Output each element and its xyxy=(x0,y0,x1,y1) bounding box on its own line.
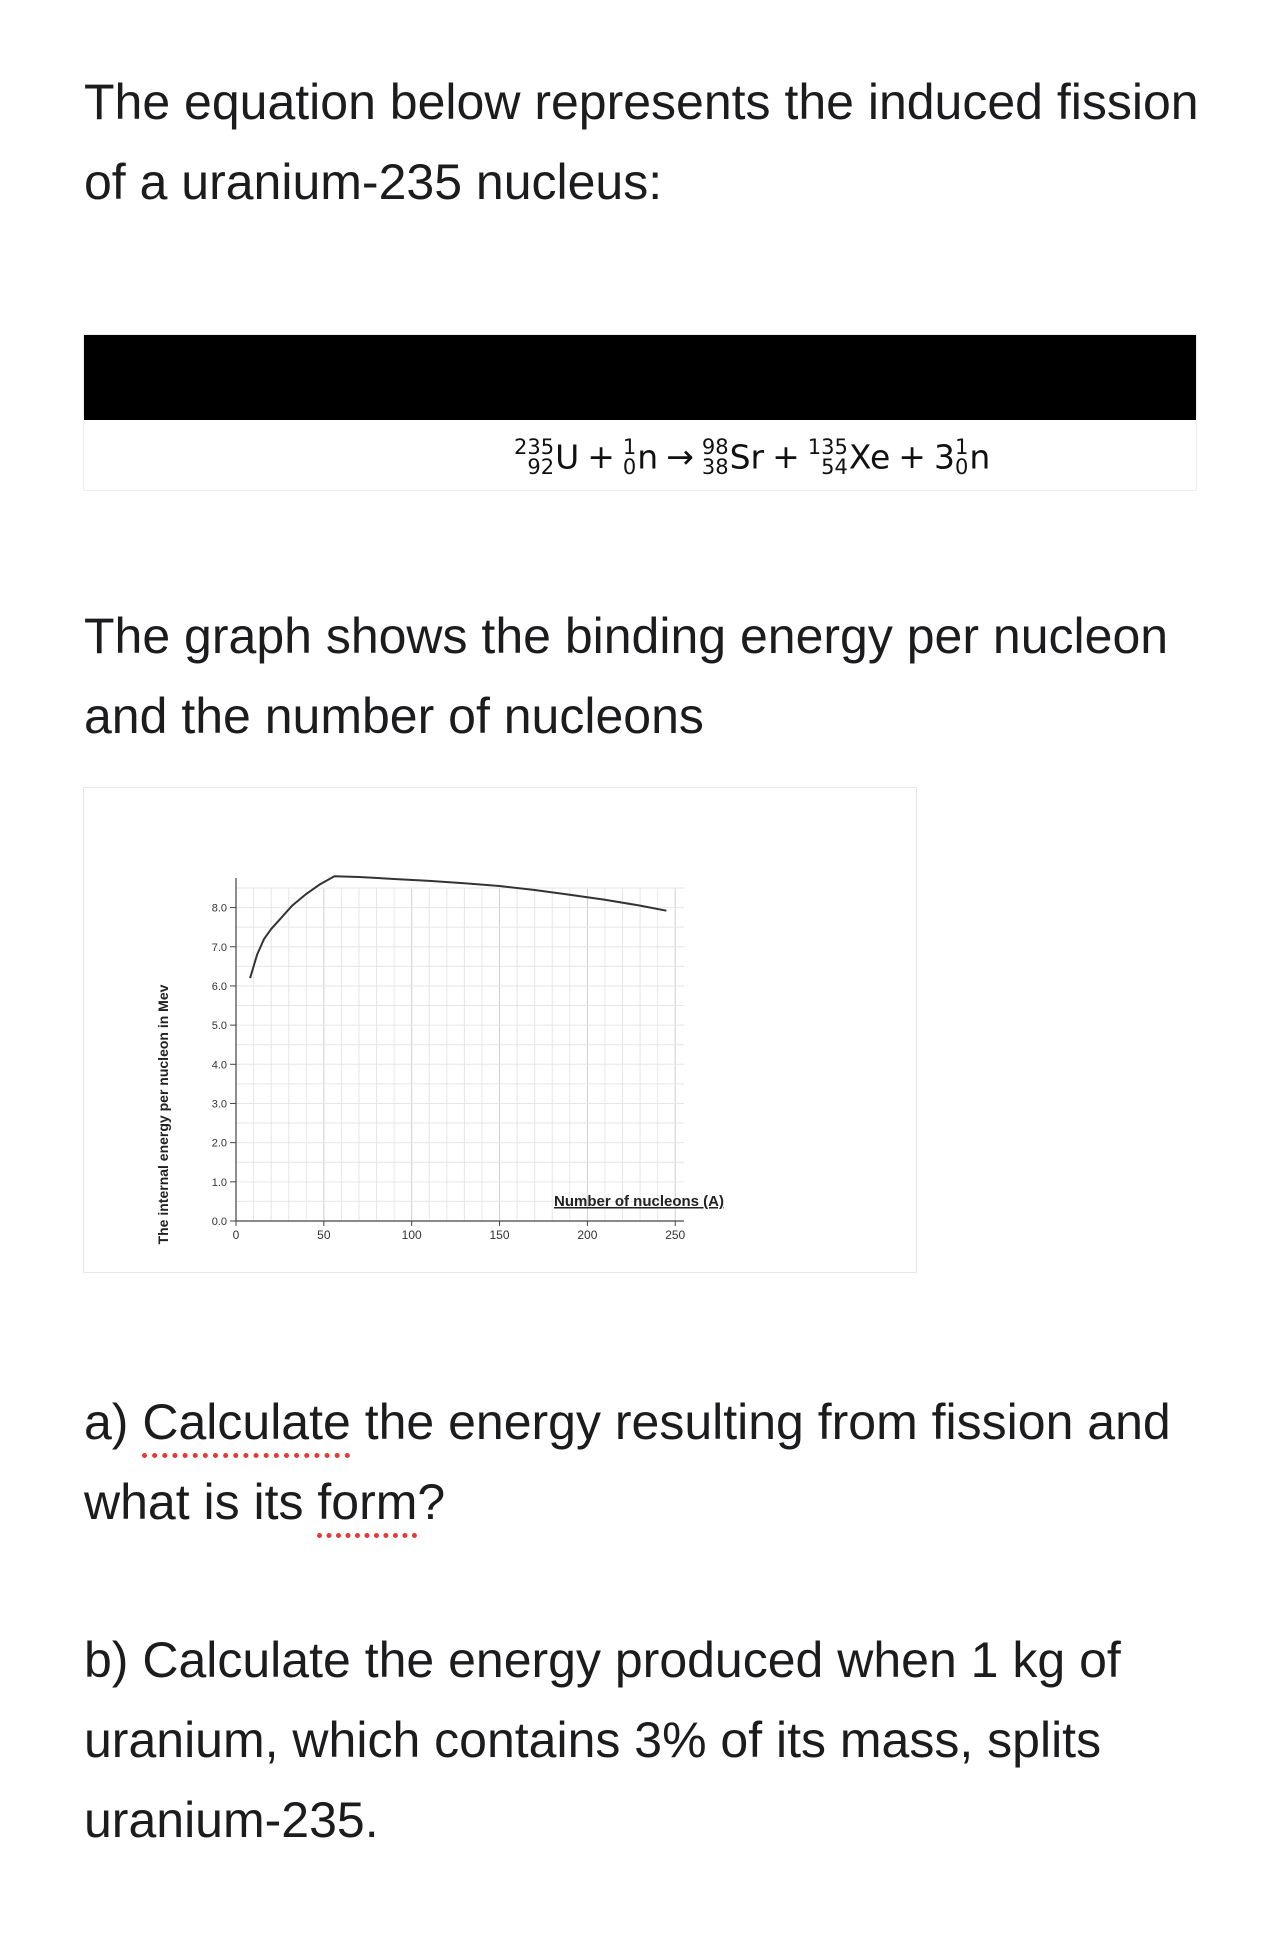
y-tick-label: 0.0 xyxy=(211,1216,227,1228)
plus-sign: + xyxy=(772,436,800,476)
uranium-mass-number: 235 xyxy=(514,435,555,460)
neutron-product-atomic-number: 0 xyxy=(954,455,969,480)
x-tick-label: 200 xyxy=(577,1228,598,1242)
strontium-mass-number: 98 xyxy=(701,435,729,460)
y-axis-label: The internal energy per nucleon in Mev xyxy=(155,984,171,1245)
uranium-symbol: U xyxy=(555,437,580,477)
x-axis-label: Number of nucleons (A) xyxy=(554,1193,725,1210)
neutron-reactant xyxy=(623,426,658,488)
chart-svg xyxy=(84,788,916,1272)
question-b: b) Calculate the energy produced when 1 kg of uranium, which contains 3% of its mass, splits uranium-235. xyxy=(84,1632,1121,1848)
reaction-arrow: → xyxy=(666,436,694,476)
xenon-atomic-number: 54 xyxy=(821,455,848,480)
neutron-atomic-number: 0 xyxy=(622,455,637,480)
xenon-symbol: Xe xyxy=(848,437,891,477)
strontium-symbol: Sr xyxy=(729,437,765,477)
chart-grid xyxy=(236,888,684,1221)
question-a-word-form: form xyxy=(317,1474,418,1530)
x-tick-label: 100 xyxy=(401,1228,422,1242)
plus-sign: + xyxy=(898,436,926,476)
strontium-atomic-number: 38 xyxy=(701,455,729,480)
intro-text: The equation below represents the induced fission of a uranium-235 nucleus: xyxy=(84,74,1199,210)
y-tick-label: 3.0 xyxy=(211,1098,227,1111)
uranium-nuclide xyxy=(514,426,579,488)
y-tick-label: 5.0 xyxy=(211,1020,227,1033)
y-tick-label: 2.0 xyxy=(211,1137,227,1150)
xenon-mass-number: 135 xyxy=(807,435,848,460)
fission-equation xyxy=(514,425,990,485)
y-tick-label: 7.0 xyxy=(211,941,227,954)
x-tick-label: 50 xyxy=(317,1228,331,1242)
binding-energy-chart xyxy=(84,788,916,1272)
neutron-coefficient: 3 xyxy=(933,437,955,477)
neutron-product-mass-number: 1 xyxy=(954,435,969,460)
question-a-middle: the energy resulting from fission and what is its xyxy=(84,1394,1171,1530)
question-a-prefix: a) xyxy=(84,1394,143,1450)
y-tick-label: 1.0 xyxy=(211,1176,227,1189)
chart-axes xyxy=(230,878,684,1226)
neutron-symbol: n xyxy=(637,437,659,477)
x-tick-label: 250 xyxy=(665,1228,686,1242)
equation-header-bar xyxy=(84,335,1196,420)
x-tick-label: 0 xyxy=(232,1228,240,1242)
question-a-word-calculate: Calculate xyxy=(142,1394,351,1450)
graph-description: The graph shows the binding energy per nucleon and the number of nucleons xyxy=(84,608,1169,744)
neutron-mass-number: 1 xyxy=(622,435,637,460)
y-tick-label: 4.0 xyxy=(211,1059,227,1072)
chart-labels xyxy=(155,903,724,1245)
equation-image xyxy=(84,335,1196,490)
question-a xyxy=(84,1382,1204,1542)
uranium-atomic-number: 92 xyxy=(527,455,555,480)
question-a-suffix: ? xyxy=(417,1474,446,1530)
strontium-nuclide xyxy=(702,426,764,488)
x-tick-label: 150 xyxy=(489,1228,510,1242)
plus-sign: + xyxy=(587,436,615,476)
neutron-products xyxy=(934,426,990,488)
xenon-nuclide xyxy=(808,426,891,488)
y-tick-label: 8.0 xyxy=(211,902,227,915)
neutron-product-symbol: n xyxy=(969,437,991,477)
y-tick-label: 6.0 xyxy=(211,980,227,993)
